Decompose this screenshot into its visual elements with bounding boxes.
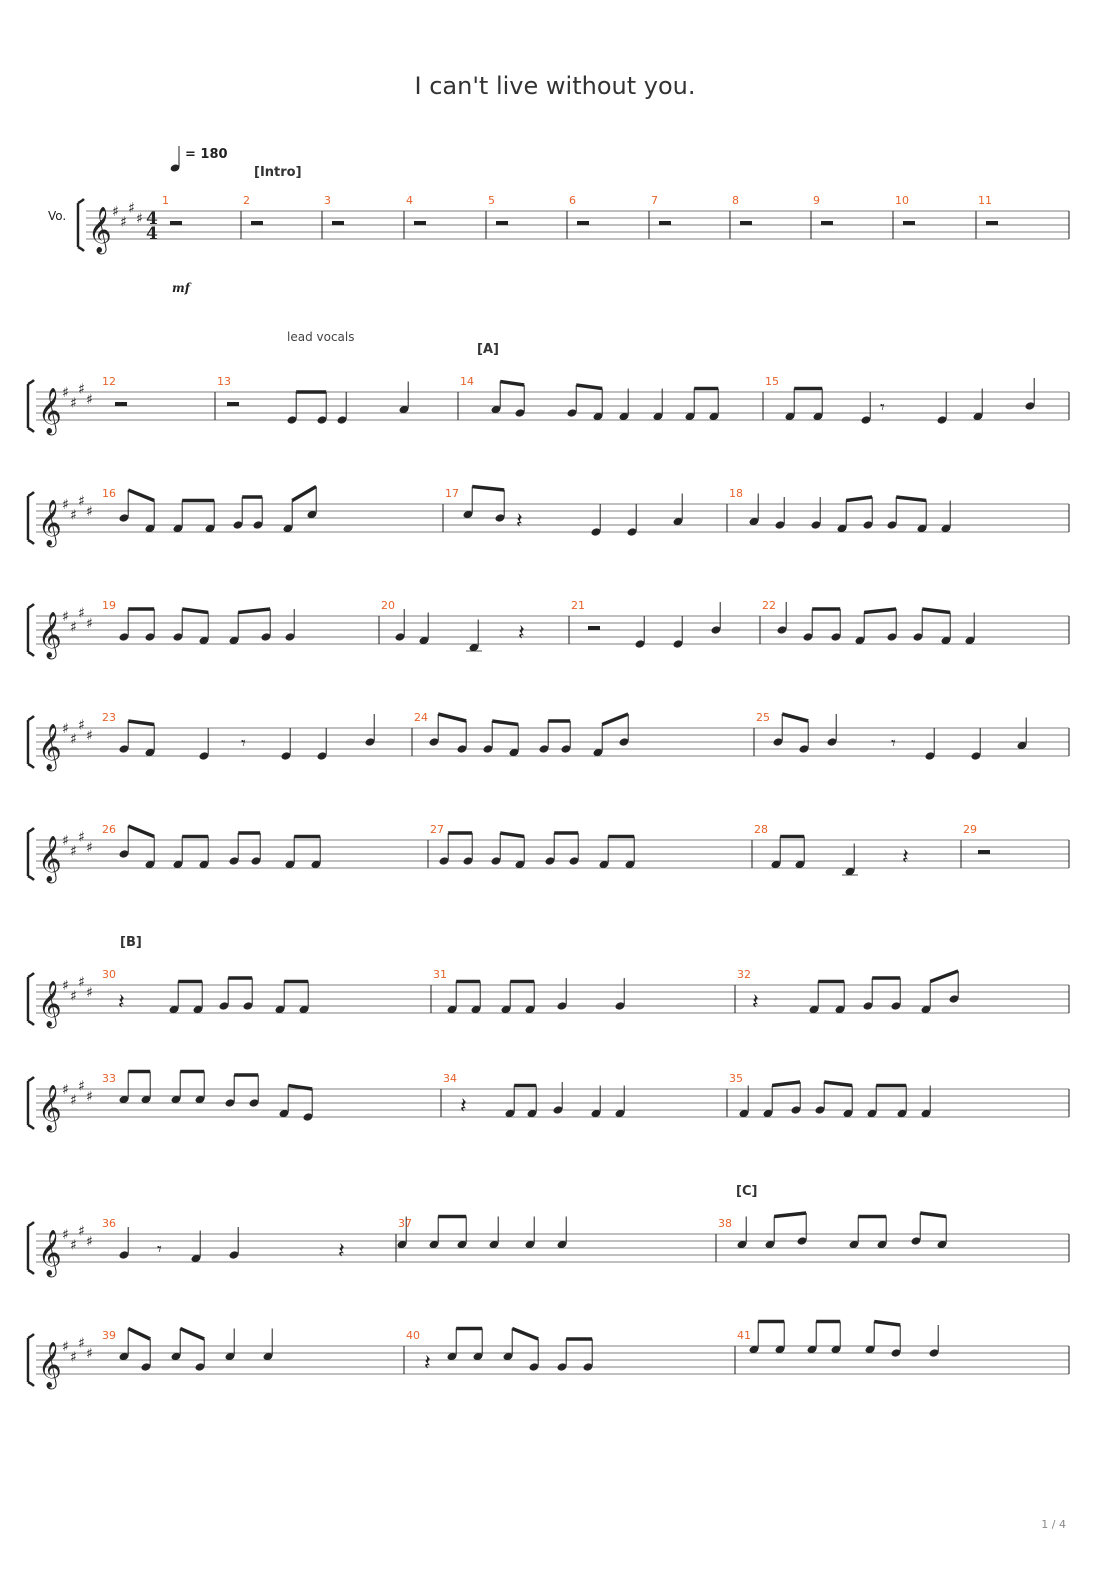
system-bracket — [28, 1334, 34, 1386]
half-rest — [588, 626, 600, 630]
note-beam — [824, 1082, 852, 1086]
key-sharp: ♯ — [70, 1092, 77, 1109]
note-beam — [846, 497, 872, 501]
system-bracket — [28, 973, 34, 1025]
note-beam — [576, 385, 602, 389]
note-beam — [512, 1329, 538, 1340]
measure-number: 36 — [102, 1217, 116, 1230]
quarter-rest: 𝄽 — [424, 1351, 431, 1376]
key-sharp: ♯ — [78, 1078, 85, 1095]
quarter-rest: 𝄽 — [752, 990, 759, 1015]
measure-number: 18 — [729, 487, 743, 500]
key-sharp: ♯ — [78, 829, 85, 846]
treble-clef: 𝄞 — [38, 1230, 62, 1276]
key-sharp: ♯ — [112, 204, 119, 220]
key-sharp: ♯ — [86, 985, 93, 1001]
key-sharp: ♯ — [78, 974, 85, 991]
measure-number: 19 — [102, 599, 116, 612]
measure-number: 23 — [102, 711, 116, 724]
measure-number: 20 — [381, 599, 395, 612]
half-rest — [978, 850, 990, 854]
eighth-rest: 𝄾 — [157, 1239, 162, 1260]
key-sharp: ♯ — [78, 381, 85, 398]
key-sharp: ♯ — [70, 731, 77, 748]
measure-number: 29 — [963, 823, 977, 836]
note-beam — [864, 609, 896, 613]
measure-number: 32 — [737, 968, 751, 981]
key-sharp: ♯ — [70, 988, 77, 1005]
treble-clef: 𝄞 — [38, 1085, 62, 1131]
key-sharp: ♯ — [70, 395, 77, 412]
measure-number: 10 — [895, 194, 909, 207]
measure-number: 26 — [102, 823, 116, 836]
eighth-rest: 𝄾 — [891, 733, 896, 754]
section-label: [A] — [477, 342, 499, 357]
measure-number: 8 — [732, 194, 739, 207]
key-sharp: ♯ — [78, 1223, 85, 1240]
note-beam — [288, 1086, 312, 1090]
note-beam — [128, 1329, 150, 1340]
measure-number: 28 — [754, 823, 768, 836]
measure-number: 25 — [756, 711, 770, 724]
measure-number: 40 — [406, 1329, 420, 1342]
note-beam — [472, 487, 504, 491]
half-rest — [903, 221, 915, 225]
system-bracket — [28, 380, 34, 432]
key-sharp: ♯ — [62, 609, 69, 625]
section-label: [B] — [120, 935, 142, 950]
measure-number: 6 — [569, 194, 576, 207]
key-sharp: ♯ — [120, 214, 127, 231]
measure-number: 7 — [651, 194, 658, 207]
note-beam — [896, 497, 926, 501]
note-beam — [492, 721, 518, 725]
measure-number: 1 — [162, 194, 169, 207]
note-beam — [438, 714, 466, 721]
measure-number: 38 — [718, 1217, 732, 1230]
half-rest — [821, 221, 833, 225]
note-beam — [920, 1213, 946, 1217]
system-bracket — [28, 1222, 34, 1274]
half-rest — [170, 221, 182, 225]
half-rest — [227, 402, 239, 406]
note-beam — [874, 1322, 900, 1326]
treble-clef: 𝄞 — [38, 612, 62, 658]
measure-number: 4 — [406, 194, 413, 207]
eighth-rest: 𝄾 — [241, 733, 246, 754]
treble-clef: 𝄞 — [38, 981, 62, 1027]
key-sharp: ♯ — [128, 200, 135, 217]
eighth-rest: 𝄾 — [880, 397, 885, 418]
measure-number: 21 — [571, 599, 585, 612]
note-beam — [500, 382, 524, 386]
key-sharp: ♯ — [78, 1335, 85, 1352]
key-sharp: ♯ — [86, 616, 93, 632]
key-sharp: ♯ — [78, 493, 85, 510]
key-sharp: ♯ — [70, 619, 77, 636]
key-sharp: ♯ — [62, 497, 69, 513]
quarter-rest: 𝄽 — [516, 509, 523, 534]
note-beam — [782, 714, 808, 721]
key-sharp: ♯ — [62, 721, 69, 737]
quarter-rest: 𝄽 — [902, 845, 909, 870]
measure-number: 31 — [433, 968, 447, 981]
system-bracket — [28, 492, 34, 544]
key-sharp: ♯ — [62, 978, 69, 994]
tempo-marking: = 180 — [185, 147, 228, 162]
treble-clef: 𝄞 — [38, 388, 62, 434]
system-bracket — [28, 604, 34, 656]
section-label: [Intro] — [254, 165, 302, 180]
key-sharp: ♯ — [62, 833, 69, 849]
measure-number: 22 — [762, 599, 776, 612]
quarter-rest: 𝄽 — [518, 621, 525, 646]
half-rest — [659, 221, 671, 225]
half-rest — [986, 221, 998, 225]
measure-number: 14 — [460, 375, 474, 388]
treble-clef: 𝄞 — [38, 724, 62, 770]
measure-number: 15 — [765, 375, 779, 388]
note-beam — [238, 609, 270, 613]
measure-number: 9 — [813, 194, 820, 207]
measure-number: 12 — [102, 375, 116, 388]
measure-number: 30 — [102, 968, 116, 981]
measure-number: 37 — [398, 1217, 412, 1230]
time-signature-top: 4 — [146, 209, 158, 229]
half-rest — [414, 221, 426, 225]
key-sharp: ♯ — [70, 843, 77, 860]
measure-number: 33 — [102, 1072, 116, 1085]
treble-clef: 𝄞 — [38, 1342, 62, 1388]
note-beam — [602, 714, 628, 725]
page-indicator: 1 / 4 — [1041, 1518, 1066, 1531]
lead-vocals-annotation: lead vocals — [287, 330, 355, 344]
measure-number: 27 — [430, 823, 444, 836]
system-bracket — [28, 716, 34, 768]
key-sharp: ♯ — [70, 507, 77, 524]
note-beam — [774, 1213, 806, 1217]
half-rest — [332, 221, 344, 225]
key-sharp: ♯ — [70, 1349, 77, 1366]
key-sharp: ♯ — [86, 504, 93, 520]
note-beam — [930, 971, 958, 982]
measure-number: 2 — [243, 194, 250, 207]
section-label: [C] — [736, 1184, 758, 1199]
measure-number: 16 — [102, 487, 116, 500]
key-sharp: ♯ — [86, 728, 93, 744]
treble-clef: 𝄞 — [38, 836, 62, 882]
measure-number: 41 — [737, 1329, 751, 1342]
note-beam — [182, 609, 208, 613]
key-sharp: ♯ — [62, 1227, 69, 1243]
dynamic-marking: mf — [172, 281, 190, 295]
half-rest — [115, 402, 127, 406]
key-sharp: ♯ — [86, 840, 93, 856]
note-beam — [180, 1329, 204, 1340]
note-beam — [128, 721, 154, 725]
instrument-label: Vo. — [48, 209, 67, 223]
note-beam — [128, 490, 154, 501]
measure-number: 13 — [217, 375, 231, 388]
key-sharp: ♯ — [136, 211, 143, 227]
measure-number: 5 — [488, 194, 495, 207]
key-sharp: ♯ — [86, 392, 93, 408]
note-beam — [292, 487, 316, 501]
note-beam — [128, 826, 154, 837]
half-rest — [251, 221, 263, 225]
half-rest — [577, 221, 589, 225]
key-sharp: ♯ — [78, 717, 85, 734]
key-sharp: ♯ — [62, 1082, 69, 1098]
time-signature-bottom: 4 — [146, 224, 158, 244]
quarter-rest: 𝄽 — [460, 1094, 467, 1119]
measure-number: 34 — [443, 1072, 457, 1085]
measure-number: 35 — [729, 1072, 743, 1085]
key-sharp: ♯ — [78, 605, 85, 622]
measure-number: 39 — [102, 1329, 116, 1342]
key-sharp: ♯ — [86, 1234, 93, 1250]
key-sharp: ♯ — [70, 1237, 77, 1254]
quarter-rest: 𝄽 — [338, 1239, 345, 1264]
treble-clef: 𝄞 — [38, 500, 62, 546]
key-sharp: ♯ — [62, 1339, 69, 1355]
system-bracket — [28, 1077, 34, 1129]
half-rest — [740, 221, 752, 225]
measure-number: 11 — [978, 194, 992, 207]
measure-number: 3 — [324, 194, 331, 207]
measure-number: 17 — [445, 487, 459, 500]
key-sharp: ♯ — [62, 385, 69, 401]
measure-number: 24 — [414, 711, 428, 724]
note-beam — [500, 833, 524, 837]
quarter-rest: 𝄽 — [118, 990, 125, 1015]
system-bracket — [28, 828, 34, 880]
key-sharp: ♯ — [86, 1346, 93, 1362]
system-bracket — [78, 199, 84, 251]
score-title: I can't live without you. — [414, 72, 696, 100]
half-rest — [496, 221, 508, 225]
note-beam — [922, 609, 950, 613]
key-sharp: ♯ — [86, 1089, 93, 1105]
treble-clef: 𝄞 — [88, 207, 112, 253]
note-beam — [772, 1082, 800, 1086]
